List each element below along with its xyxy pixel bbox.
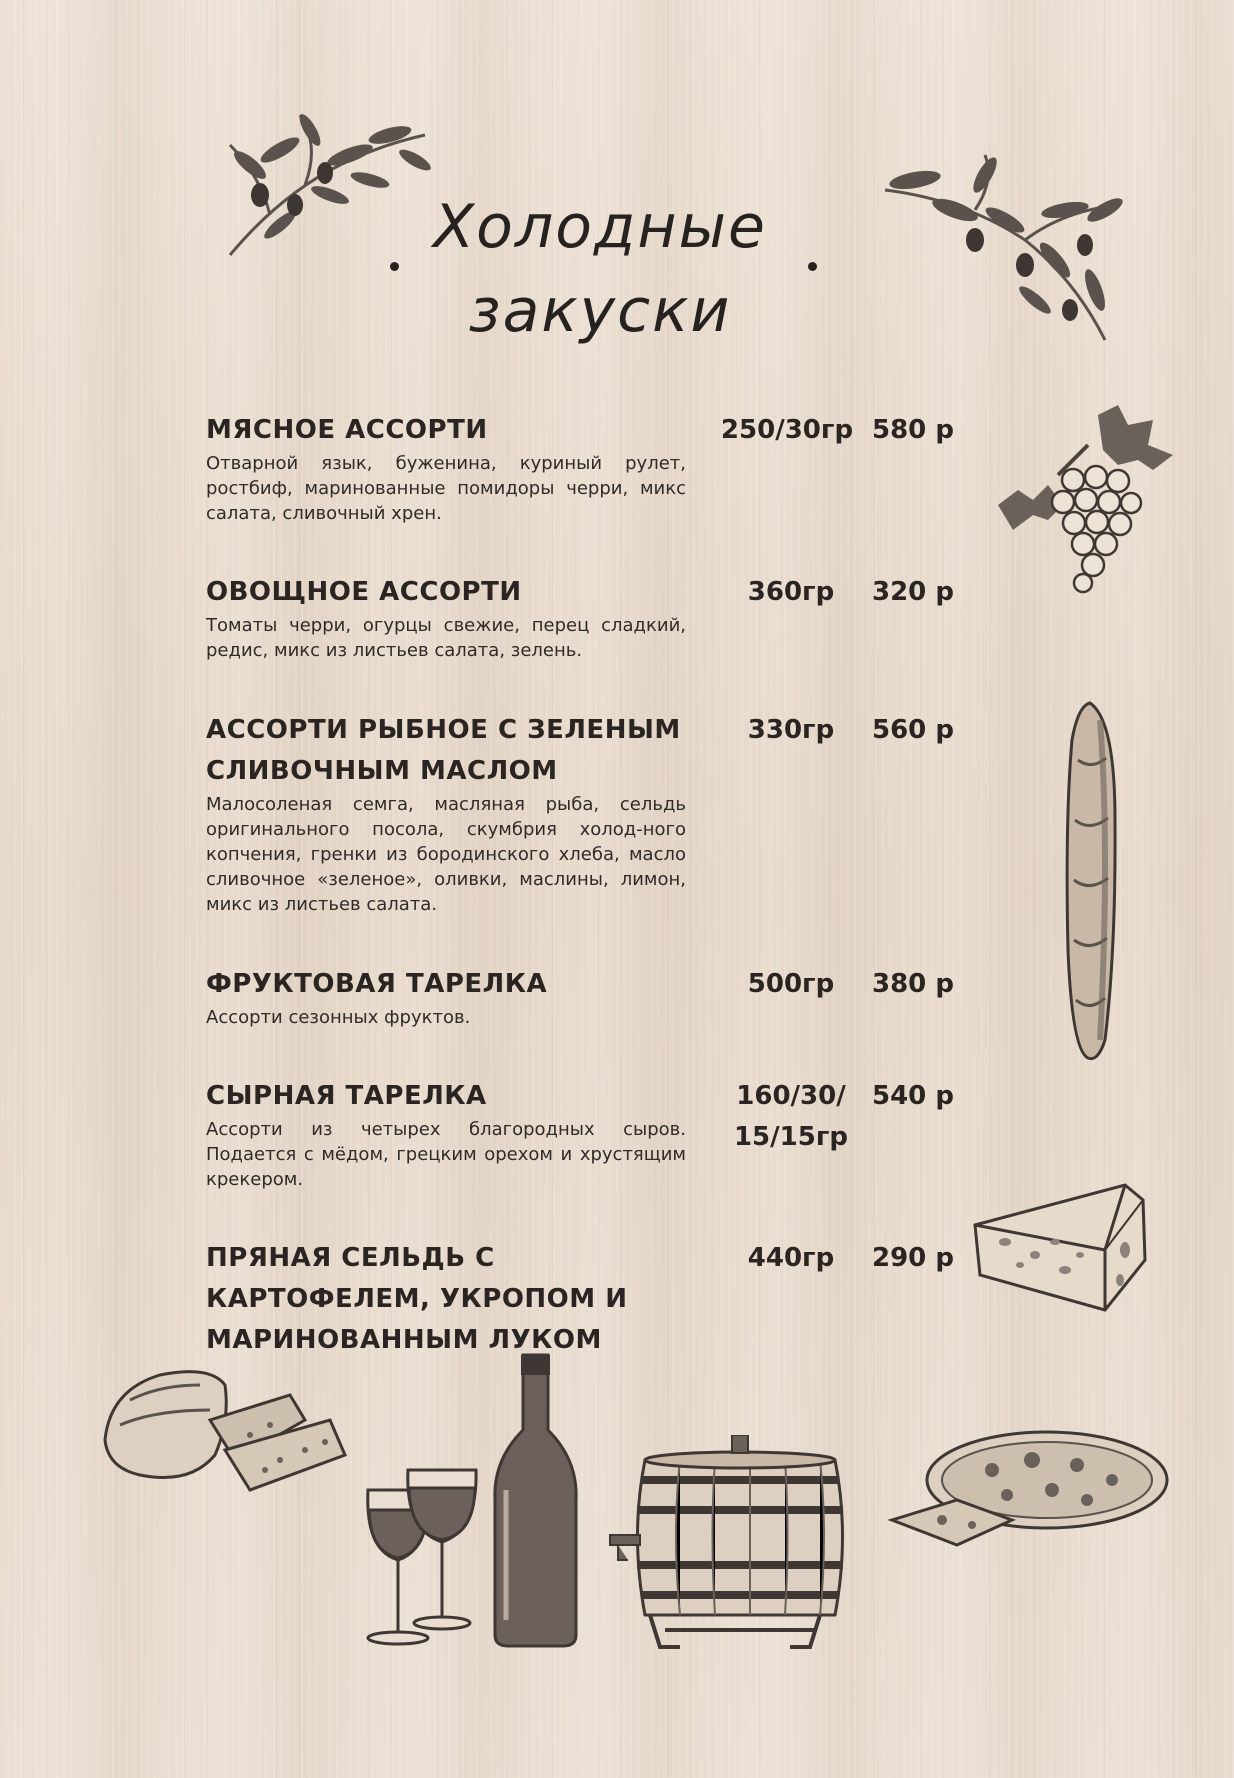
item-price: 380 р — [872, 969, 954, 999]
item-weight: 500гр — [747, 969, 835, 999]
item-weight: 330гр — [747, 715, 835, 745]
barrel-icon — [600, 1435, 880, 1650]
item-price: 320 р — [872, 577, 954, 607]
item-price: 540 р — [872, 1081, 954, 1111]
item-description: Томаты черри, огурцы свежие, перец сладкий, редис, микс из листьев салата, зелень. — [206, 615, 686, 661]
olive-branch-right-icon — [875, 150, 1135, 350]
pizza-icon — [882, 1425, 1172, 1560]
title-line-2: закуски — [468, 276, 732, 346]
item-weight: 250/30гр — [720, 415, 854, 445]
item-weight: 360гр — [747, 577, 835, 607]
item-name: ОВОЩНОЕ АССОРТИ — [206, 577, 522, 607]
wine-bottle-icon — [488, 1350, 583, 1650]
item-weight: 440гр — [747, 1243, 835, 1273]
item-weight: 160/30/ 15/15гр — [733, 1081, 849, 1152]
page-title — [360, 185, 840, 353]
title-dot-right — [808, 262, 817, 271]
item-description: Ассорти из четырех благородных сыров. Подается с мёдом, грецким орехом и хрустящим крекером. — [206, 1119, 686, 1190]
item-name: СЫРНАЯ ТАРЕЛКА — [206, 1081, 487, 1111]
title-dot-left — [390, 262, 399, 271]
item-name: АССОРТИ РЫБНОЕ С ЗЕЛЕНЫМ СЛИВОЧНЫМ МАСЛОМ — [206, 715, 681, 786]
item-name: ФРУКТОВАЯ ТАРЕЛКА — [206, 969, 548, 999]
item-name: ПРЯНАЯ СЕЛЬДЬ С КАРТОФЕЛЕМ, УКРОПОМ И МАРИНОВАННЫМ ЛУКОМ — [206, 1243, 628, 1355]
bread-icon — [100, 1360, 360, 1510]
cheese-icon — [965, 1180, 1155, 1320]
baguette-icon — [1060, 700, 1120, 1065]
item-description: Ассорти сезонных фруктов. — [206, 1007, 471, 1028]
title-line-1: Холодные — [433, 192, 767, 262]
item-description: Отварной язык, буженина, куриный рулет, ростбиф, маринованные помидоры черри, микс салата, сливочный хрен. — [206, 453, 686, 524]
item-price: 580 р — [872, 415, 954, 445]
item-description: Малосоленая семга, масляная рыба, сельдь оригинального посола, скумбрия холод-ного копчения, гренки из бородинского хлеба, масло сливочное «зеленое», оливки, маслины, лимон, микс из листьев салата. — [206, 794, 686, 915]
item-price: 560 р — [872, 715, 954, 745]
wine-glasses-icon — [360, 1460, 490, 1650]
item-price: 290 р — [872, 1243, 954, 1273]
item-name: МЯСНОЕ АССОРТИ — [206, 415, 488, 445]
grapes-icon — [978, 405, 1188, 595]
